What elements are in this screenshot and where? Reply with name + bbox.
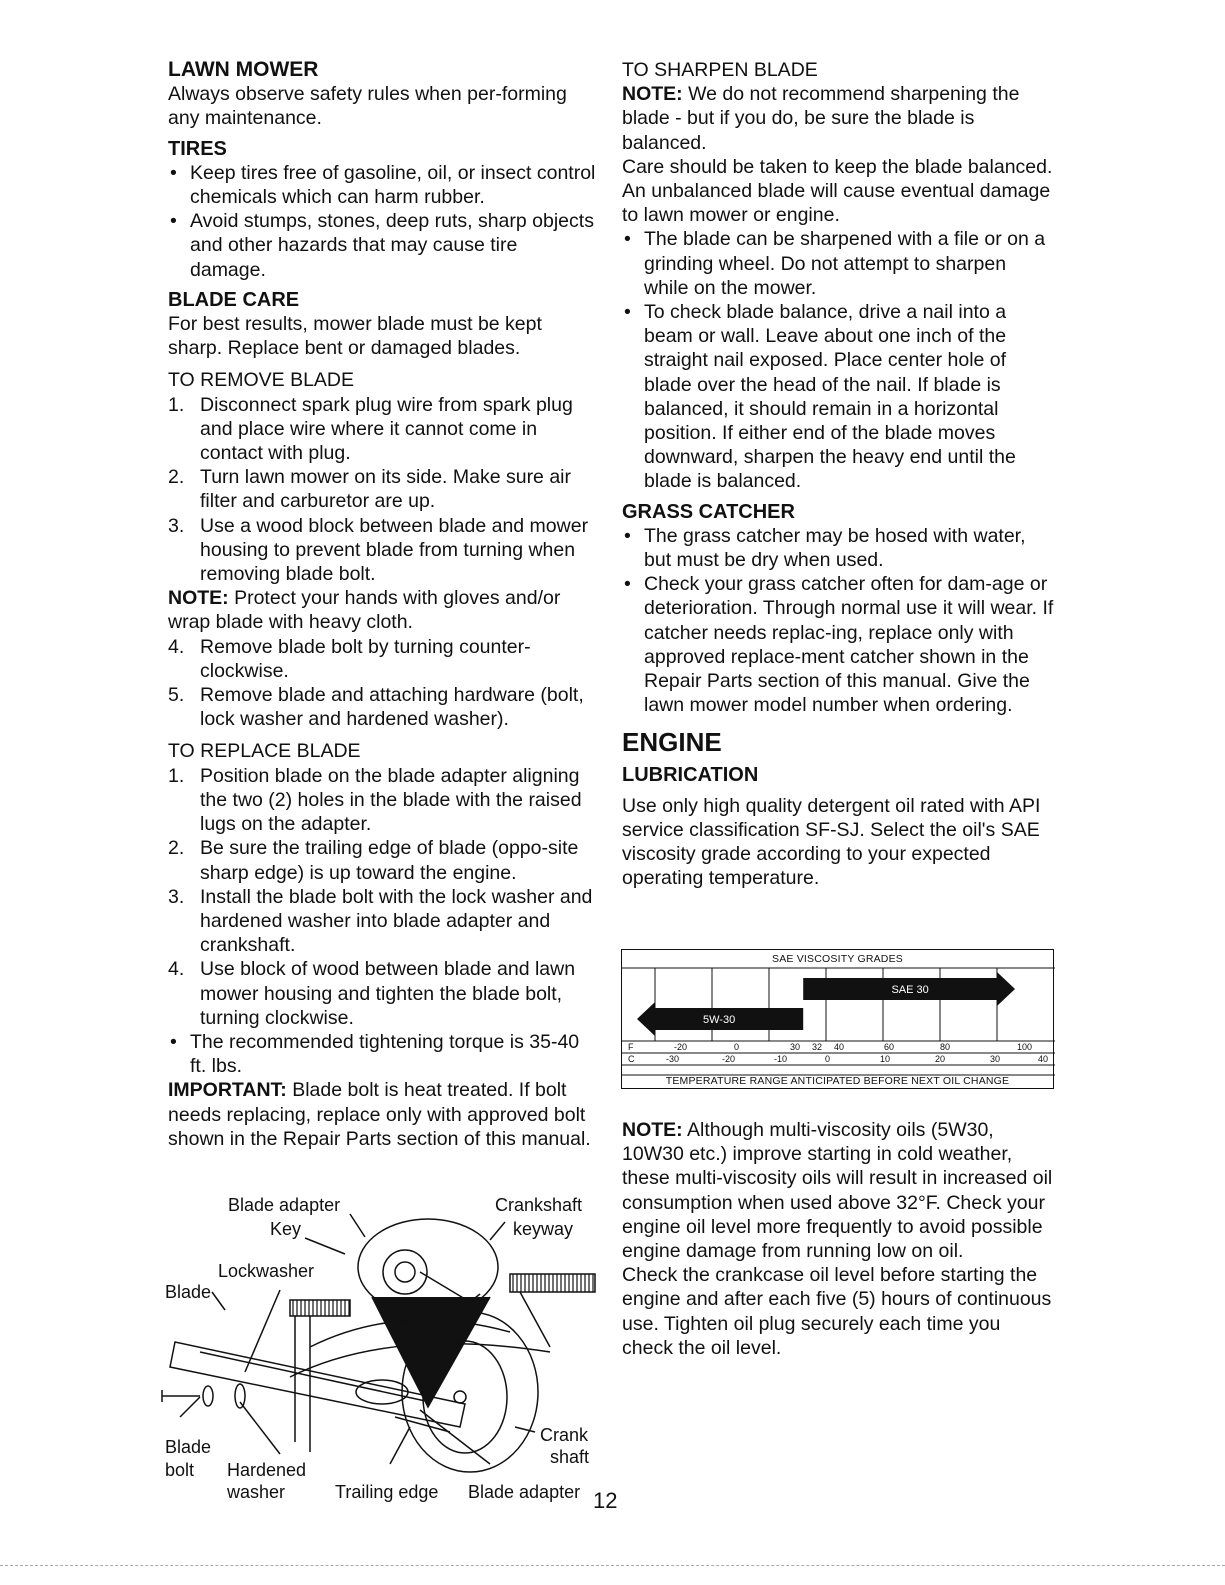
viscosity-bar-label: 5W-30 (702, 1014, 736, 1026)
sharpen-list (622, 227, 1054, 493)
list-item: • Avoid stumps, stones, deep ruts, sharp objects and other hazards that may cause tire damage. (170, 210, 594, 281)
label-crank-shaft-1: Crank (540, 1425, 589, 1445)
f-tick-label: 80 (940, 1042, 951, 1052)
lubrication-heading: LUBRICATION (622, 764, 759, 787)
viscosity-bar-label: SAE 30 (891, 984, 929, 996)
important-note: IMPORTANT: Blade bolt is heat treated. If bolt needs replacing, replace only with approved bolt shown in the Repair Parts section of this manual. (168, 1079, 591, 1150)
list-item: 4. Remove blade bolt by turning counter-clockwise. (168, 635, 531, 682)
c-tick-label: -30 (666, 1054, 680, 1064)
list-item: 2. Turn lawn mower on its side. Make sure air filter and carburetor are up. (168, 466, 571, 513)
label-blade-bolt-2: bolt (165, 1460, 195, 1480)
c-tick-label: 0 (825, 1054, 831, 1064)
list-item: 2. Be sure the trailing edge of blade (oppo-site sharp edge) is up toward the engine. (168, 837, 579, 884)
label-crankshaft-keyway-1: Crankshaft (495, 1195, 583, 1215)
right-column (622, 58, 1054, 891)
lubrication-text: Use only high quality detergent oil rated with API service classification SF-SJ. Select the oil's SAE viscosity grade according to your expected operating temperature. (622, 794, 1041, 890)
label-blade-adapter-bottom: Blade adapter (468, 1482, 581, 1502)
blade-care-heading: BLADE CARE (168, 288, 300, 311)
tires-heading: TIRES (168, 137, 227, 160)
viscosity-bar-1 (637, 1002, 803, 1036)
list-item: 1. Position blade on the blade adapter aligning the two (2) holes in the blade with the raised lugs on the adapter. (168, 764, 582, 836)
label-blade-adapter-top: Blade adapter (228, 1195, 341, 1215)
list-item: • Keep tires free of gasoline, oil, or insect control chemicals which can harm rubber. (170, 161, 596, 209)
chart-title: SAE VISCOSITY GRADES (771, 953, 903, 965)
list-item: 3. Use a wood block between blade and mower housing to prevent blade from turning when removing blade bolt. (168, 514, 589, 586)
label-blade: Blade (165, 1282, 212, 1302)
label-key: Key (270, 1219, 302, 1239)
c-tick-label: C (628, 1054, 635, 1064)
chart-xlabel: TEMPERATURE RANGE ANTICIPATED BEFORE NEXT OIL CHANGE (665, 1075, 1010, 1087)
label-hardened-washer-1: Hardened (227, 1460, 307, 1480)
list-item: 3. Install the blade bolt with the lock washer and hardened washer into blade adapter and crankshaft. (168, 885, 593, 957)
note-sharpening: NOTE: We do not recommend sharpening the blade - but if you do, be sure the blade is balanced. (622, 83, 1020, 154)
torque-list (168, 1030, 598, 1078)
viscosity-chart-svg (622, 950, 1055, 1090)
grass-catcher-heading: GRASS CATCHER (622, 500, 795, 523)
note-multi-viscosity: NOTE: Although multi-viscosity oils (5W30, 10W30 etc.) improve starting in cold weather, these multi-viscosity oils will result in increased oil consumption when used above 32°F. Check your engine oil level more frequently to avoid possible engine damage from running low on oil. (622, 1119, 1053, 1263)
left-column (168, 58, 598, 1151)
sae-viscosity-chart (621, 949, 1054, 1089)
page-bottom-rule (0, 1565, 1225, 1566)
lawn-mower-heading: LAWN MOWER (168, 58, 319, 81)
f-tick-label: 100 (1017, 1042, 1033, 1052)
list-item: 1. Disconnect spark plug wire from spark plug and place wire where it cannot come in contact with plug. (168, 393, 573, 465)
f-tick-label: F (628, 1042, 634, 1052)
list-item: 4. Use block of wood between blade and lawn mower housing and tighten the blade bolt, turning clockwise. (168, 958, 576, 1029)
list-item: • Check your grass catcher often for dam-age or deterioration. Through normal use it will wear. If catcher needs replac-ing, replace only with approved replace-ment catcher shown in the Repair Parts section of this manual. Give the lawn mower model number when ordering. (624, 573, 1054, 717)
label-blade-bolt-1: Blade (165, 1437, 212, 1457)
note-gloves: NOTE: Protect your hands with gloves and/or wrap blade with heavy cloth. (168, 587, 561, 634)
c-tick-label: 10 (880, 1054, 891, 1064)
label-lockwasher: Lockwasher (218, 1261, 315, 1281)
list-item: • The blade can be sharpened with a file or on a grinding wheel. Do not attempt to sharpen while on the mower. (624, 228, 1046, 299)
f-tick-label: -20 (674, 1042, 688, 1052)
crankcase-text: Check the crankcase oil level before starting the engine and after each five (5) hours of continuous use. Tighten oil plug securely each time you check the oil level. (622, 1264, 1052, 1359)
f-tick-label: 32 (812, 1042, 823, 1052)
intro-text: Always observe safety rules when per-forming any maintenance. (168, 83, 567, 130)
remove-steps (168, 393, 598, 587)
remove-blade-heading: TO REMOVE BLADE (168, 369, 355, 392)
label-trailing-edge: Trailing edge (335, 1482, 439, 1502)
c-tick-label: 20 (935, 1054, 946, 1064)
tires-list (168, 161, 598, 282)
remove-steps-2 (168, 635, 598, 732)
c-tick-label: -10 (774, 1054, 788, 1064)
c-tick-label: -20 (722, 1054, 736, 1064)
list-item: 5. Remove blade and attaching hardware (bolt, lock washer and hardened washer). (168, 684, 584, 731)
grass-list (622, 524, 1054, 718)
blade-care-text: For best results, mower blade must be kept sharp. Replace bent or damaged blades. (168, 313, 542, 360)
right-column-lower (622, 1118, 1054, 1360)
f-tick-label: 40 (834, 1042, 845, 1052)
list-item: • The recommended tightening torque is 35-40 ft. lbs. (170, 1030, 580, 1078)
label-crankshaft-keyway-2: keyway (513, 1219, 574, 1239)
f-tick-label: 60 (884, 1042, 895, 1052)
replace-blade-heading: TO REPLACE BLADE (168, 740, 361, 763)
c-tick-label: 30 (990, 1054, 1001, 1064)
f-tick-label: 0 (734, 1042, 740, 1052)
list-item: • To check blade balance, drive a nail into a beam or wall. Leave about one inch of the straight nail exposed. Place center hole of blade over the head of the nail. If blade is balanced, it should remain in a horizontal position. If either end of the blade moves downward, sharpen the heavy end until the blade is balanced. (624, 301, 1016, 493)
viscosity-bar-0 (803, 972, 1015, 1006)
sharpen-blade-heading: TO SHARPEN BLADE (622, 59, 818, 81)
replace-steps (168, 764, 598, 1030)
label-crank-shaft-2: shaft (550, 1447, 590, 1467)
page-number: 12 (593, 1488, 618, 1513)
label-hardened-washer-2: washer (227, 1482, 286, 1502)
care-text: Care should be taken to keep the blade balanced. An unbalanced blade will cause eventual damage to lawn mower or engine. (622, 155, 1053, 227)
c-tick-label: 40 (1038, 1054, 1049, 1064)
engine-heading: ENGINE (622, 727, 722, 758)
f-tick-label: 30 (790, 1042, 801, 1052)
blade-assembly-illustration (160, 1192, 600, 1512)
list-item: • The grass catcher may be hosed with water, but must be dry when used. (624, 524, 1026, 572)
blade-assembly-diagram (160, 1192, 600, 1512)
